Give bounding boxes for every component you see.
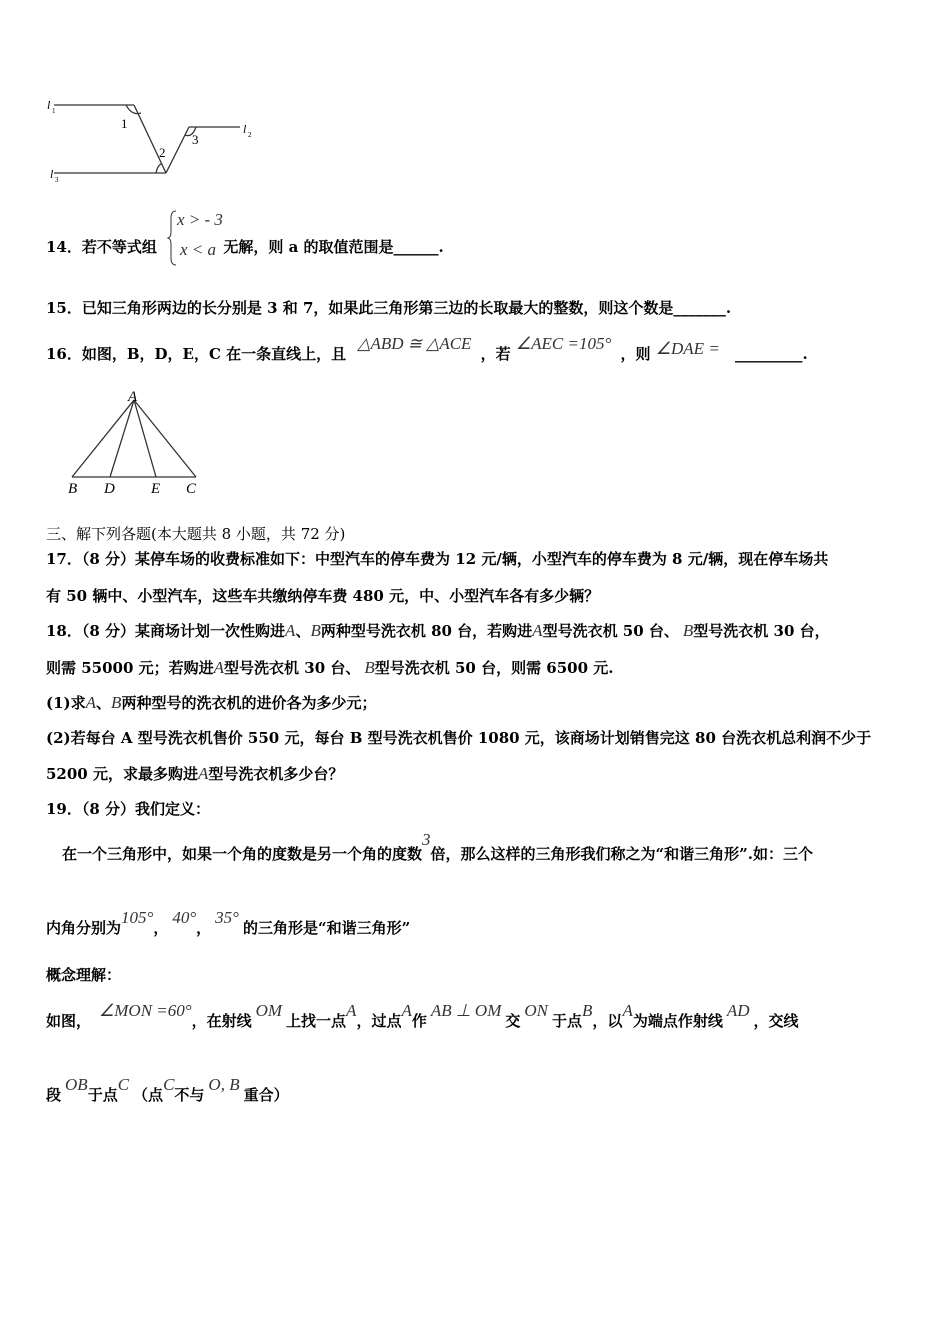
q19-c1b: ，在射线 bbox=[191, 1012, 252, 1030]
q19-c1a: 如图， bbox=[46, 1012, 92, 1030]
q19-c2b: 于点 bbox=[87, 1086, 118, 1104]
q19-c1c: 上找一点 bbox=[286, 1012, 347, 1030]
question-18-part-2-cont bbox=[46, 763, 343, 784]
q18-l2b: 型号洗衣机 30 台、 bbox=[224, 659, 361, 677]
brace-icon bbox=[167, 210, 177, 266]
angle-105: 105° bbox=[121, 908, 154, 927]
l1-subscript: 1 bbox=[52, 107, 56, 115]
vertex-a-label: A bbox=[128, 389, 138, 405]
question-19-def-line-2 bbox=[46, 908, 411, 938]
section-heading: 三、解下列各题(本大题共 8 小题，共 72 分) bbox=[46, 525, 346, 543]
q19-c1i: 为端点作射线 bbox=[632, 1012, 723, 1030]
point-d-label: D bbox=[104, 481, 115, 497]
point-c: C bbox=[117, 1075, 130, 1094]
q14-text: 14．若不等式组 bbox=[46, 238, 157, 256]
q14-rest: 无解，则 a 的取值范围是______. bbox=[223, 238, 444, 256]
question-18-part-2: (2)若每台 A 型号洗衣机售价 550 元，每台 B 型号洗衣机售价 1080 元，该商场计划销售完这 80 台洗衣机总利润不少于 bbox=[46, 729, 872, 747]
question-16 bbox=[46, 334, 808, 364]
point-e-label: E bbox=[151, 481, 161, 497]
q19-c1g: 于点 bbox=[552, 1012, 583, 1030]
l1-label: l bbox=[47, 98, 51, 112]
q19-c1d: ，过点 bbox=[356, 1012, 402, 1030]
segment-ob: OB bbox=[65, 1075, 88, 1094]
question-18-part-1 bbox=[46, 692, 376, 713]
comma: ， bbox=[196, 919, 212, 937]
question-17-line-1: 17．（8 分）某停车场的收费标准如下：中型汽车的停车费为 12 元/辆，小型汽车的停车费为 8 元/辆，现在停车场共 bbox=[46, 550, 829, 568]
q18-p3b: 型号洗衣机多少台？ bbox=[208, 765, 344, 783]
q19-c2a: 段 bbox=[46, 1086, 62, 1104]
q18-l1b: 两种型号洗衣机 80 台，若购进 bbox=[320, 622, 533, 640]
q19-c2e: 重合） bbox=[243, 1086, 289, 1104]
congruence-expr: △ABD ≅ △ACE bbox=[357, 334, 472, 353]
q16-mid: ，若 bbox=[480, 345, 511, 363]
question-18-line-2 bbox=[46, 657, 613, 678]
angle-2-label: 2 bbox=[159, 145, 166, 160]
q19-d1b: 倍，那么这样的三角形我们称之为“和谐三角形”.如：三个 bbox=[430, 845, 813, 863]
angle-mon-expr: ∠MON =60° bbox=[99, 1001, 192, 1020]
concept-heading: 概念理解： bbox=[46, 966, 122, 984]
var-a: A bbox=[85, 693, 97, 712]
sep: 、 bbox=[96, 694, 112, 712]
points-o-b: O, B bbox=[208, 1075, 240, 1094]
q18-p3a: 5200 元，求最多购进 bbox=[46, 765, 198, 783]
question-18-line-1 bbox=[46, 620, 830, 641]
point-b: B bbox=[582, 1001, 593, 1020]
ray-ad: AD bbox=[726, 1001, 750, 1020]
question-19-concept-line-1 bbox=[46, 1001, 799, 1031]
l2-label: l bbox=[243, 122, 247, 136]
q18-l2a: 则需 55000 元；若购进 bbox=[46, 659, 214, 677]
q19-c2d: 不与 bbox=[174, 1086, 205, 1104]
angle-dae-expr: ∠DAE = bbox=[655, 339, 720, 358]
angle-1-label: 1 bbox=[121, 116, 128, 131]
q16-mid2: ，则 bbox=[620, 345, 651, 363]
q19-d2b: 的三角形是“和谐三角形” bbox=[242, 919, 411, 937]
var-a: A bbox=[197, 764, 209, 783]
number-three: 3 bbox=[422, 830, 431, 849]
l3-subscript: 3 bbox=[55, 176, 59, 184]
ray-on: ON bbox=[524, 1001, 549, 1020]
q18-l1c: 型号洗衣机 50 台、 bbox=[542, 622, 679, 640]
var-a: A bbox=[285, 621, 296, 640]
q16-blank: _________. bbox=[735, 345, 808, 363]
parallel-lines-figure bbox=[44, 94, 264, 186]
q19-c1h: ，以 bbox=[592, 1012, 623, 1030]
l3-label: l bbox=[50, 167, 54, 181]
q19-c2c: （点 bbox=[133, 1086, 164, 1104]
point-a: A bbox=[622, 1001, 633, 1020]
q18-p1b: 两种型号的洗衣机的进价各为多少元； bbox=[121, 694, 377, 712]
point-a: A bbox=[401, 1001, 412, 1020]
angle-40: 40° bbox=[172, 908, 197, 927]
question-14 bbox=[46, 236, 444, 257]
l2-subscript: 2 bbox=[248, 131, 252, 139]
q18-p1a: (1)求 bbox=[46, 694, 86, 712]
point-a: A bbox=[346, 1001, 357, 1020]
var-a: A bbox=[213, 658, 225, 677]
var-b: B bbox=[310, 621, 321, 640]
angle-aec-expr: ∠AEC =105° bbox=[515, 334, 612, 353]
q19-d2a: 内角分别为 bbox=[46, 919, 122, 937]
question-19-def-line-1 bbox=[62, 830, 813, 864]
point-b-label: B bbox=[68, 481, 78, 497]
comma: ， bbox=[153, 919, 169, 937]
q16-pre: 16．如图，B，D，E，C 在一条直线上，且 bbox=[46, 345, 347, 363]
var-b: B bbox=[111, 693, 122, 712]
q18-l2c: 型号洗衣机 50 台，则需 6500 元. bbox=[374, 659, 614, 677]
var-b: B bbox=[682, 621, 694, 640]
perpendicular-expr: AB ⊥ OM bbox=[430, 1001, 502, 1020]
question-17-line-2: 有 50 辆中、小型汽车，这些车共缴纳停车费 480 元，中、小型汽车各有多少辆？ bbox=[46, 587, 600, 605]
var-a: A bbox=[532, 621, 543, 640]
angle-35: 35° bbox=[215, 908, 239, 927]
ray-om: OM bbox=[255, 1001, 283, 1020]
point-c-label: C bbox=[186, 481, 197, 497]
angle-3-label: 3 bbox=[192, 132, 199, 147]
var-b: B bbox=[364, 658, 375, 677]
q18-l1a: 18．（8 分）某商场计划一次性购进 bbox=[46, 622, 286, 640]
q18-l1d: 型号洗衣机 30 台， bbox=[693, 622, 830, 640]
question-19-concept-line-2 bbox=[46, 1075, 289, 1105]
q19-c1e: 作 bbox=[411, 1012, 427, 1030]
q19-c1f: 交 bbox=[505, 1012, 521, 1030]
sep: 、 bbox=[295, 622, 311, 640]
inequality-2: x < a bbox=[180, 240, 217, 259]
point-c: C bbox=[163, 1075, 175, 1094]
q19-d1a: 在一个三角形中，如果一个角的度数是另一个角的度数 bbox=[62, 845, 423, 863]
inequality-1: x > - 3 bbox=[177, 210, 223, 229]
q19-c1j: ，交线 bbox=[753, 1012, 799, 1030]
question-19-head: 19．（8 分）我们定义： bbox=[46, 800, 211, 818]
triangle-figure bbox=[64, 388, 204, 498]
question-15: 15．已知三角形两边的长分别是 3 和 7，如果此三角形第三边的长取最大的整数，则这个数是_______. bbox=[46, 299, 732, 317]
